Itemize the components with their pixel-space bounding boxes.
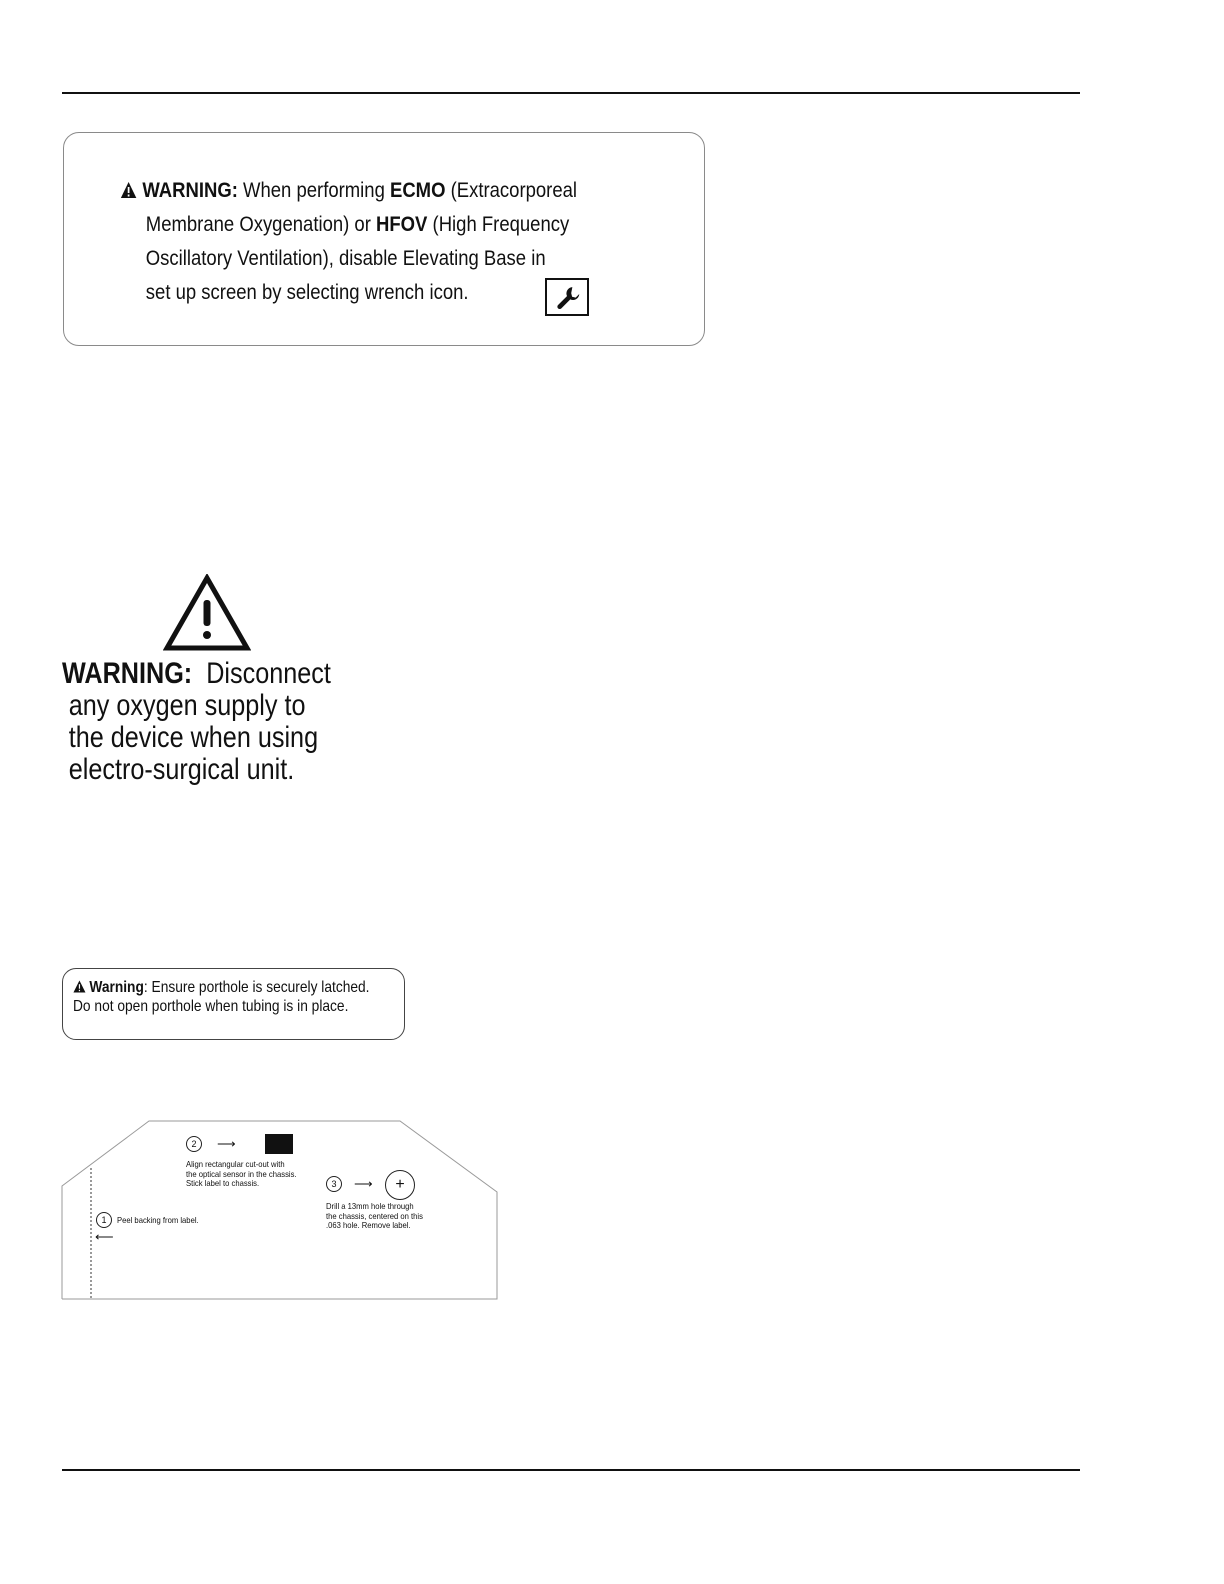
arrow-right-icon: ⟶ bbox=[217, 1136, 236, 1151]
oxygen-warning-line-2: any oxygen supply to bbox=[68, 689, 306, 722]
drill-hole-marker: + bbox=[385, 1170, 415, 1200]
step-2-line: Align rectangular cut-out with bbox=[186, 1159, 285, 1169]
oxygen-warning-line-4: electro-surgical unit. bbox=[68, 753, 295, 786]
hfov-term: HFOV bbox=[376, 212, 428, 236]
porthole-warning-label bbox=[62, 968, 405, 1040]
ecmo-text: When performing bbox=[243, 178, 385, 202]
porthole-warning-line-1 bbox=[73, 978, 369, 997]
warning-word: WARNING: bbox=[142, 178, 238, 202]
oxygen-text: Disconnect bbox=[206, 657, 331, 690]
warning-triangle-icon bbox=[120, 181, 137, 199]
ecmo-warning-line-1 bbox=[120, 173, 584, 207]
warning-word: WARNING: bbox=[62, 657, 193, 690]
step-3-line: the chassis, centered on this bbox=[326, 1210, 423, 1221]
step-2-line: the optical sensor in the chassis. bbox=[186, 1168, 297, 1179]
oxygen-warning-line-3: the device when using bbox=[68, 721, 319, 754]
ecmo-text: (High Frequency bbox=[432, 212, 570, 236]
oxygen-warning-line-1 bbox=[62, 658, 339, 690]
ecmo-warning-label bbox=[63, 132, 705, 346]
step-2-text bbox=[186, 1160, 297, 1189]
step-3-text bbox=[326, 1202, 423, 1231]
ecmo-warning-line-3: Oscillatory Ventilation), disable Elevating Base in bbox=[145, 246, 546, 270]
step-3-line: Drill a 13mm hole through bbox=[326, 1201, 414, 1211]
arrow-right-icon: ⟶ bbox=[354, 1176, 373, 1191]
warning-triangle-icon bbox=[73, 980, 86, 993]
ecmo-text: Membrane Oxygenation) or bbox=[145, 212, 371, 236]
ecmo-term: ECMO bbox=[389, 178, 446, 202]
ecmo-warning-line-4: set up screen by selecting wrench icon. bbox=[145, 280, 469, 304]
step-2-number: 2 bbox=[186, 1136, 202, 1152]
oxygen-warning-label bbox=[62, 658, 339, 786]
ecmo-text: (Extracorporeal bbox=[450, 178, 578, 202]
warning-word: Warning bbox=[89, 979, 144, 996]
footer-rule bbox=[62, 1469, 1080, 1471]
header-rule bbox=[62, 92, 1080, 94]
step-3-line: .063 hole. Remove label. bbox=[326, 1220, 411, 1230]
step-1-text: Peel backing from label. bbox=[117, 1215, 199, 1225]
step-3-number: 3 bbox=[326, 1176, 342, 1192]
ecmo-warning-line-2 bbox=[120, 207, 584, 241]
sensor-cutout bbox=[265, 1134, 293, 1154]
step-1-number: 1 bbox=[96, 1212, 112, 1228]
installation-template bbox=[61, 1120, 498, 1300]
warning-triangle-icon bbox=[163, 574, 251, 652]
porthole-text: : Ensure porthole is securely latched. bbox=[143, 979, 370, 996]
porthole-warning-line-2: Do not open porthole when tubing is in place. bbox=[73, 998, 349, 1015]
step-2-line: Stick label to chassis. bbox=[186, 1178, 260, 1188]
arrow-left-icon: ⟵ bbox=[95, 1229, 114, 1244]
wrench-icon bbox=[545, 278, 589, 316]
